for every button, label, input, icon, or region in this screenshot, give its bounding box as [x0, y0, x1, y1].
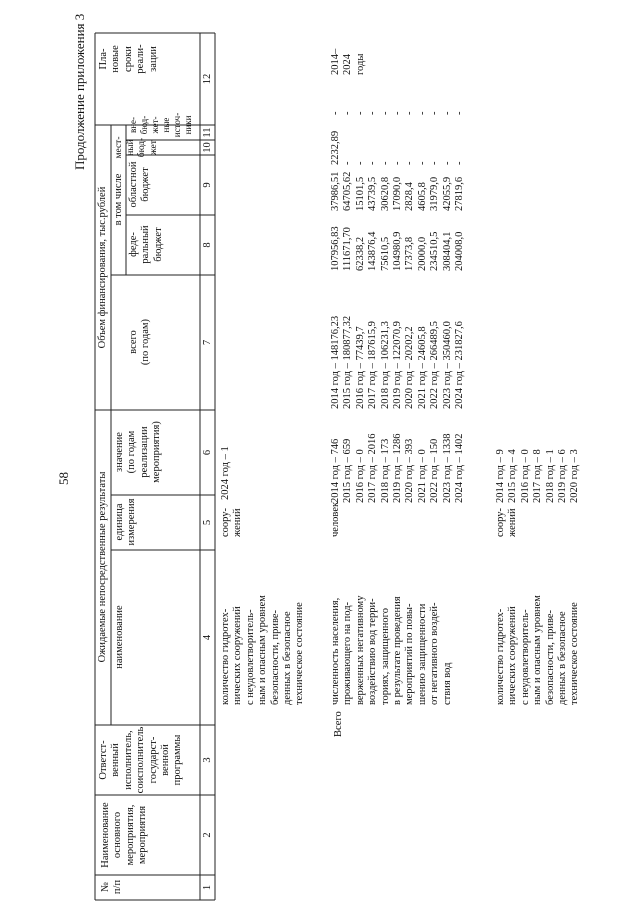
colnum-9: 9 — [202, 182, 213, 188]
colnum-1: 1 — [202, 884, 213, 891]
colnum-10: 10 — [202, 142, 213, 153]
block3-values: 2014 год – 9 2015 год – 4 2016 год – 0 2017 год – 8 2018 год – 1 2019 год – 6 2020 год – 3 — [495, 449, 581, 503]
header-expected-results: Ожидаемые непосредственные результаты — [97, 471, 108, 663]
header-result-name: наименование — [114, 605, 125, 669]
colnum-8: 8 — [202, 242, 213, 248]
colnum-2: 2 — [202, 832, 213, 838]
block3-unit: соору- жений — [495, 507, 519, 537]
block2-regional: 37986,51 64705,62 15101,5 43739,5 30620,8 17090,0 2828,4 4605,8 31979,0 42055,9 27819,6 — [330, 171, 466, 211]
continuation-title: Продолжение приложения 3 — [72, 13, 87, 170]
block2-federal: 107956,83 111671,70 62338,2 143876,4 75610,5 104980,9 17373,8 20000,0 234510,5 308404,1 204008,0 — [330, 226, 466, 271]
block2-unit: человек — [330, 501, 341, 537]
block2-local: 2232,89 - - - - - - - - - - — [330, 130, 466, 165]
header-financing: Объем финансирования, тыс.рублей — [97, 186, 108, 349]
header-period: Пла- новые сроки реали- зации — [98, 44, 159, 74]
colnum-7: 7 — [202, 339, 213, 346]
block1-indicator-name: количество гидротех- нических сооружений с неудовлетворитель- ным и опасным уровнем безопасности, приве- денных в безопасное техническое состояние — [220, 595, 306, 705]
header-local: мест- ный бюд- жет — [114, 136, 159, 159]
block2-total-label: Всего — [333, 711, 344, 737]
page-number: 58 — [56, 472, 71, 485]
block2-period: 2014– 2024 годы — [330, 48, 366, 75]
colnum-4: 4 — [202, 634, 213, 641]
header-main-activity: Наименование основного мероприятия, мероприятия — [100, 802, 149, 868]
header-total: всего (по годам) — [128, 318, 152, 366]
colnum-3: 3 — [202, 757, 213, 763]
header-unit: единица измерения — [114, 498, 138, 546]
block2-indicator-name: численность населения, проживающего на под- верженных негативному воздействию вод терри- ториях, защищенного в результате проведения мероприятий по повы- шению защищенности от негативного воздей- ствия вод — [330, 595, 453, 705]
block1-value: 2024 год – 1 — [220, 446, 231, 500]
header-number: № п/п — [100, 879, 124, 895]
header-in-total: в том числе — [113, 173, 124, 226]
header-federal: феде- ральный бюджет — [128, 225, 164, 264]
block2-values: 2014 год – 746 2015 год – 659 2016 год – 0 2017 год – 2016 2018 год – 173 2019 год – 1286 2020 год – 393 2021 год – 0 2022 год – 150 2023 год – 1338 2024 год – 1402 — [330, 433, 466, 503]
block3-indicator-name: количество гидротех- нических сооружений с неудовлетворитель- ным и опасным уровнем безопасности, приве- денных в безопасное техническое состояние — [495, 595, 581, 705]
header-regional: областной бюджет — [128, 161, 152, 208]
block2-total-financing: 2014 год – 148176,23 2015 год – 180877,32 2016 год – 77439,7 2017 год – 187615,9 2018 год – 106231,3 2019 год – 122070,9 2020 год – 20202,2 2021 год – 24605,8 2022 год – 266489,5 2023 год – 350460,0 2024 год – 231827,6 — [330, 315, 466, 409]
colnum-12: 12 — [202, 73, 213, 85]
header-responsible: Ответст- венный исполнитель, соисполнитель государст- венной программы — [98, 726, 184, 794]
header-values: значение (по годам реализации мероприятия) — [114, 421, 163, 483]
header-extrabudget: вне- бюд- жет- ные источ- ники — [128, 112, 193, 138]
colnum-5: 5 — [202, 519, 213, 526]
block1-unit: соору- жений — [220, 507, 244, 537]
block2-extrabudget: - - - - - - - - - - - — [330, 111, 466, 115]
colnum-6: 6 — [202, 449, 213, 456]
colnum-11: 11 — [202, 127, 213, 138]
